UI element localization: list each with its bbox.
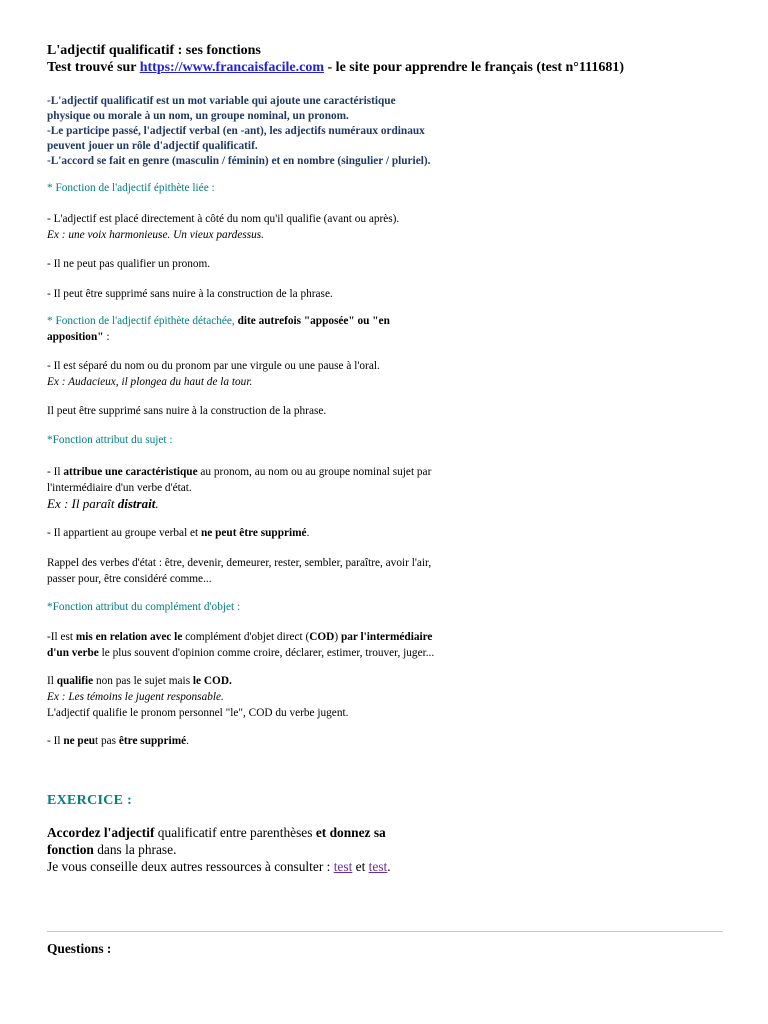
intro-line: physique ou morale à un nom, un groupe nominal, un pronom. bbox=[47, 110, 349, 122]
example-text: Ex : Il paraît distrait. bbox=[47, 496, 159, 511]
epithete-liee-text: - Il ne peut pas qualifier un pronom. bbox=[47, 258, 211, 270]
intro-line: -Le participe passé, l'adjectif verbal (en -ant), les adjectifs numéraux ordinaux bbox=[47, 125, 425, 137]
intro-line: -L'adjectif qualificatif est un mot variable qui ajoute une caractéristique bbox=[47, 95, 396, 107]
intro-line: peuvent jouer un rôle d'adjectif qualificatif. bbox=[47, 140, 258, 152]
attribut-cod-text: -Il est mis en relation avec le complément d'objet direct (COD) par l'intermédiaire d'un verbe le plus souvent d'opinion comme croire, déclarer, estimer, trouver, juger... bbox=[47, 631, 435, 659]
section-attribut-cod-title: *Fonction attribut du complément d'objet : bbox=[47, 601, 241, 613]
attribut-cod-text: Il qualifie non pas le sujet mais le COD. Ex : Les témoins le jugent responsable. L'adjectif qualifie le pronom personnel "le", COD du verbe jugent. bbox=[47, 675, 349, 719]
resource-link-2[interactable]: test bbox=[368, 859, 388, 874]
attribut-sujet-text: - Il appartient au groupe verbal et ne peut être supprimé. bbox=[47, 527, 310, 539]
section-attribut-sujet-title: *Fonction attribut du sujet : bbox=[47, 434, 173, 446]
intro-block bbox=[47, 94, 430, 169]
epithete-detachee-text: Il peut être supprimé sans nuire à la construction de la phrase. bbox=[47, 405, 327, 417]
section-epithete-detachee-title: * Fonction de l'adjectif épithète détachée, dite autrefois "apposée" ou "en apposition" : bbox=[47, 315, 390, 343]
section-divider bbox=[47, 931, 723, 932]
page-title: L'adjectif qualificatif : ses fonctions bbox=[47, 43, 261, 58]
questions-title: Questions : bbox=[47, 941, 112, 956]
attribut-sujet-text: - Il attribue une caractéristique au pronom, au nom ou au groupe nominal sujet par l'intermédiaire d'un verbe d'état. Ex : Il paraît distrait. bbox=[47, 466, 432, 511]
source-line: Test trouvé sur https://www.francaisfacile.com - le site pour apprendre le français (test n°111681) bbox=[47, 60, 624, 75]
epithete-detachee-text: - Il est séparé du nom ou du pronom par une virgule ou une pause à l'oral. Ex : Audacieux, il plongea du haut de la tour. bbox=[47, 360, 380, 388]
francaisfacile-link[interactable]: https://www.francaisfacile.com bbox=[139, 60, 325, 75]
document-header bbox=[47, 42, 624, 76]
epithete-liee-text: - L'adjectif est placé directement à côté du nom qu'il qualifie (avant ou après). Ex : une voix harmonieuse. Un vieux pardessus. bbox=[47, 213, 400, 241]
exercise-instructions: Accordez l'adjectif qualificatif entre parenthèses et donnez sa fonction dans la phrase. Je vous conseille deux autres ressources à consulter : test et test. bbox=[47, 825, 391, 874]
intro-line: -L'accord se fait en genre (masculin / féminin) et en nombre (singulier / pluriel). bbox=[47, 155, 431, 167]
exercise-title: EXERCICE : bbox=[47, 793, 133, 808]
example-text: Ex : Les témoins le jugent responsable. bbox=[47, 691, 224, 703]
section-epithete-liee-title: * Fonction de l'adjectif épithète liée : bbox=[47, 182, 215, 194]
verbes-etat-reminder: Rappel des verbes d'état : être, devenir, demeurer, rester, sembler, paraître, avoir l'air, passer pour, être considéré comme... bbox=[47, 557, 432, 585]
attribut-cod-text: - Il ne peut pas être supprimé. bbox=[47, 735, 189, 747]
resource-link-1[interactable]: test bbox=[333, 859, 353, 874]
example-text: Ex : Audacieux, il plongea du haut de la tour. bbox=[47, 376, 253, 388]
example-text: Ex : une voix harmonieuse. Un vieux pardessus. bbox=[47, 229, 264, 241]
epithete-liee-text: - Il peut être supprimé sans nuire à la construction de la phrase. bbox=[47, 288, 333, 300]
